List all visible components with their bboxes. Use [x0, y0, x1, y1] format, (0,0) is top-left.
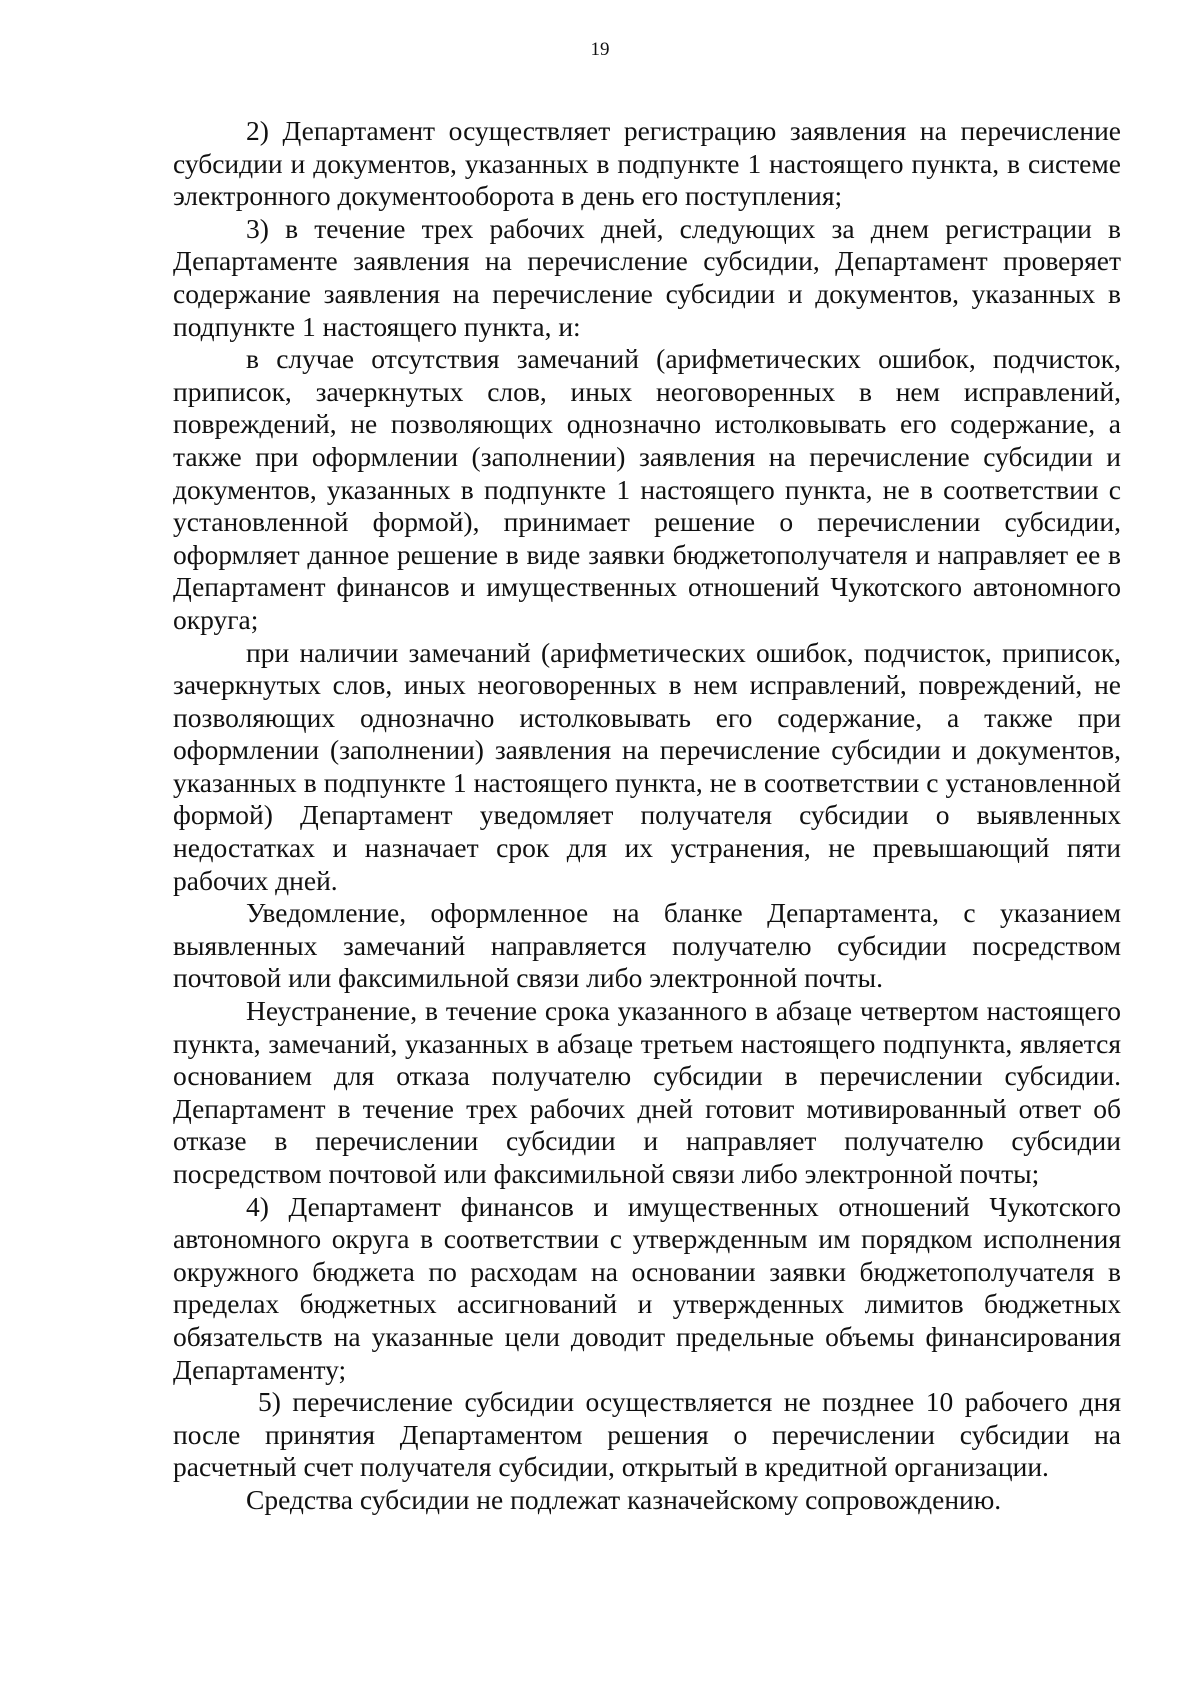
paragraph-item-3-verification: 3) в течение трех рабочих дней, следующих за днем регистрации в Департаменте заявления на перечисление субсидии, Департамент проверяет содержание заявления на перечисление субсидии и документов, указанных в подпункте 1 настоящего пункта, и:: [173, 212, 1121, 342]
paragraph-notification: Уведомление, оформленное на бланке Департамента, с указанием выявленных замечаний направляется получателю субсидии посредством почтовой или факсимильной связи либо электронной почты.: [173, 897, 1121, 994]
paragraph-item-5-transfer: 5) перечисление субсидии осуществляется не позднее 10 рабочего дня после принятия Департаментом решения о перечислении субсидии на расчетный счет получателя субсидии, открытый в кредитной организации.: [173, 1386, 1121, 1483]
paragraph-with-remarks: при наличии замечаний (арифметических ошибок, подчисток, приписок, зачеркнутых слов, иных неоговоренных в нем исправлений, повреждений, не позволяющих однозначно истолковывать его содержание, а также при оформлении (заполнении) заявления на перечисление субсидии и документов, указанных в подпункте 1 настоящего пункта, не в соответствии с установленной формой) Департамент уведомляет получателя субсидии о выявленных недостатках и назначает срок для их устранения, не превышающий пяти рабочих дней.: [173, 636, 1121, 896]
paragraph-treasury-note: Средства субсидии не подлежат казначейскому сопровождению.: [246, 1483, 1002, 1515]
paragraph-item-4-financing: 4) Департамент финансов и имущественных отношений Чукотского автономного округа в соответствии с утвержденным им порядком исполнения окружного бюджета по расходам на основании заявки бюджетополучателя в пределах бюджетных ассигнований и утвержденных лимитов бюджетных обязательств на указанные цели доводит предельные объемы финансирования Департаменту;: [173, 1190, 1121, 1385]
page-number: 19: [590, 39, 610, 60]
document-body: [173, 115, 1121, 1517]
paragraph-no-remarks: в случае отсутствия замечаний (арифметических ошибок, подчисток, приписок, зачеркнутых слов, иных неоговоренных в нем исправлений, повреждений, не позволяющих однозначно истолковывать его содержание, а также при оформлении (заполнении) заявления на перечисление субсидии и документов, указанных в подпункте 1 настоящего пункта, не в соответствии с установленной формой), принимает решение о перечислении субсидии, оформляет данное решение в виде заявки бюджетополучателя и направляет ее в Департамент финансов и имущественных отношений Чукотского автономного округа;: [173, 343, 1121, 635]
paragraph-item-2-registration: 2) Департамент осуществляет регистрацию заявления на перечисление субсидии и документов, указанных в подпункте 1 настоящего пункта, в системе электронного документооборота в день его поступления;: [173, 115, 1121, 212]
paragraph-non-elimination: Неустранение, в течение срока указанного в абзаце четвертом настоящего пункта, замечаний, указанных в абзаце третьем настоящего подпункта, является основанием для отказа получателю субсидии в перечислении субсидии. Департамент в течение трех рабочих дней готовит мотивированный ответ об отказе в перечислении субсидии и направляет получателю субсидии посредством почтовой или факсимильной связи либо электронной почты;: [173, 995, 1121, 1189]
